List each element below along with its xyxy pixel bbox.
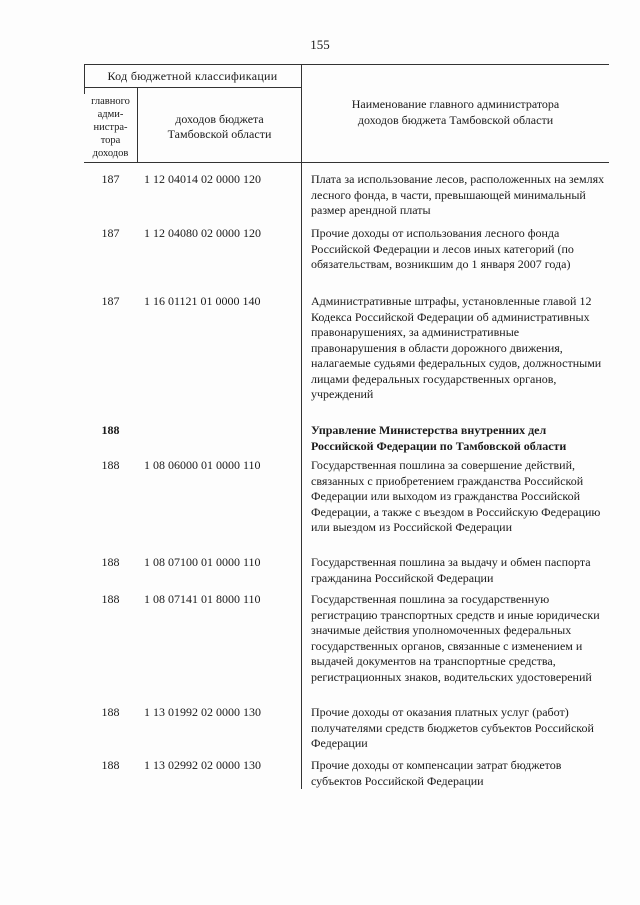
- header-code-line: Тамбовской области: [167, 127, 272, 141]
- header-name-column: [302, 96, 609, 128]
- budget-code: 1 16 01121 01 0000 140: [144, 294, 261, 308]
- row-name: Государственная пошлина за выдачу и обмен паспорта гражданина Российской Федерации: [311, 555, 591, 585]
- header-admin-line: нистра-: [93, 122, 128, 133]
- row-name: Плата за использование лесов, расположенных на землях лесного фонда, в части, превышающей минимальный размер арендной платы: [311, 172, 605, 217]
- budget-code: 1 12 04014 02 0000 120: [144, 172, 261, 186]
- budget-code: 1 08 07100 01 0000 110: [144, 555, 261, 569]
- header-admin-line: главного: [91, 96, 130, 107]
- budget-code: 1 08 07141 01 8000 110: [144, 592, 261, 606]
- admin-code: 188: [101, 555, 120, 569]
- row-name: Государственная пошлина за государственную регистрацию транспортных средств и иные юридически значимые действия уполномоченных федеральных государственных органов, связанные с изменением и выдачей документов на транспортные средства, регистрационных знаков, водительских удостоверений: [311, 592, 600, 684]
- header-admin-line: адми-: [97, 109, 124, 120]
- page-number: 155: [310, 37, 330, 52]
- budget-code: 1 08 06000 01 0000 110: [144, 458, 261, 472]
- header-name-line: доходов бюджета Тамбовской области: [357, 113, 554, 127]
- budget-code: 1 12 04080 02 0000 120: [144, 226, 261, 240]
- row-name: Прочие доходы от оказания платных услуг (работ) получателями средств бюджетов субъектов Российской Федерации: [311, 705, 594, 750]
- row-name: Государственная пошлина за совершение действий, связанных с приобретением гражданства Российской Федерации или выходом из гражданства Российской Федерации, а также с въездом в Российскую Федерацию или выездом из Российской Федерации: [311, 458, 601, 534]
- admin-code: 187: [101, 172, 120, 186]
- admin-code: 188: [101, 592, 120, 606]
- table-top-rule: [84, 64, 609, 65]
- row-name: Прочие доходы от использования лесного фонда Российской Федерации и лесов иных категорий (по обязательствам, возникшим до 1 января 2007 года): [311, 226, 574, 271]
- header-group-title: Код бюджетной классификации: [107, 69, 278, 83]
- header-code-line: доходов бюджета: [175, 112, 264, 126]
- header-code-column: [138, 112, 301, 142]
- admin-code: 188: [101, 458, 120, 472]
- header-admin-line: тора: [100, 135, 121, 146]
- admin-code: 188: [101, 423, 120, 437]
- header-admin-line: доходов: [92, 148, 129, 159]
- admin-code: 188: [101, 705, 120, 719]
- group-header-rule: [84, 87, 301, 88]
- header-bottom-rule: [84, 162, 609, 163]
- admin-code: 188: [101, 758, 120, 772]
- section-heading: Управление Министерства внутренних дел Российской Федерации по Тамбовской области: [311, 423, 567, 453]
- header-admin-column: [84, 95, 137, 160]
- row-name: Административные штрафы, установленные главой 12 Кодекса Российской Федерации об административных правонарушениях, за административные правонарушения в области дорожного движения, налагаемые судьями федеральных судов, должностными лицами федеральных государственных органов, учреждений: [311, 294, 602, 401]
- budget-code: 1 13 01992 02 0000 130: [144, 705, 261, 719]
- admin-code: 187: [101, 226, 120, 240]
- admin-code: 187: [101, 294, 120, 308]
- header-name-line: Наименование главного администратора: [351, 97, 560, 111]
- budget-code: 1 13 02992 02 0000 130: [144, 758, 261, 772]
- row-name: Прочие доходы от компенсации затрат бюджетов субъектов Российской Федерации: [311, 758, 562, 788]
